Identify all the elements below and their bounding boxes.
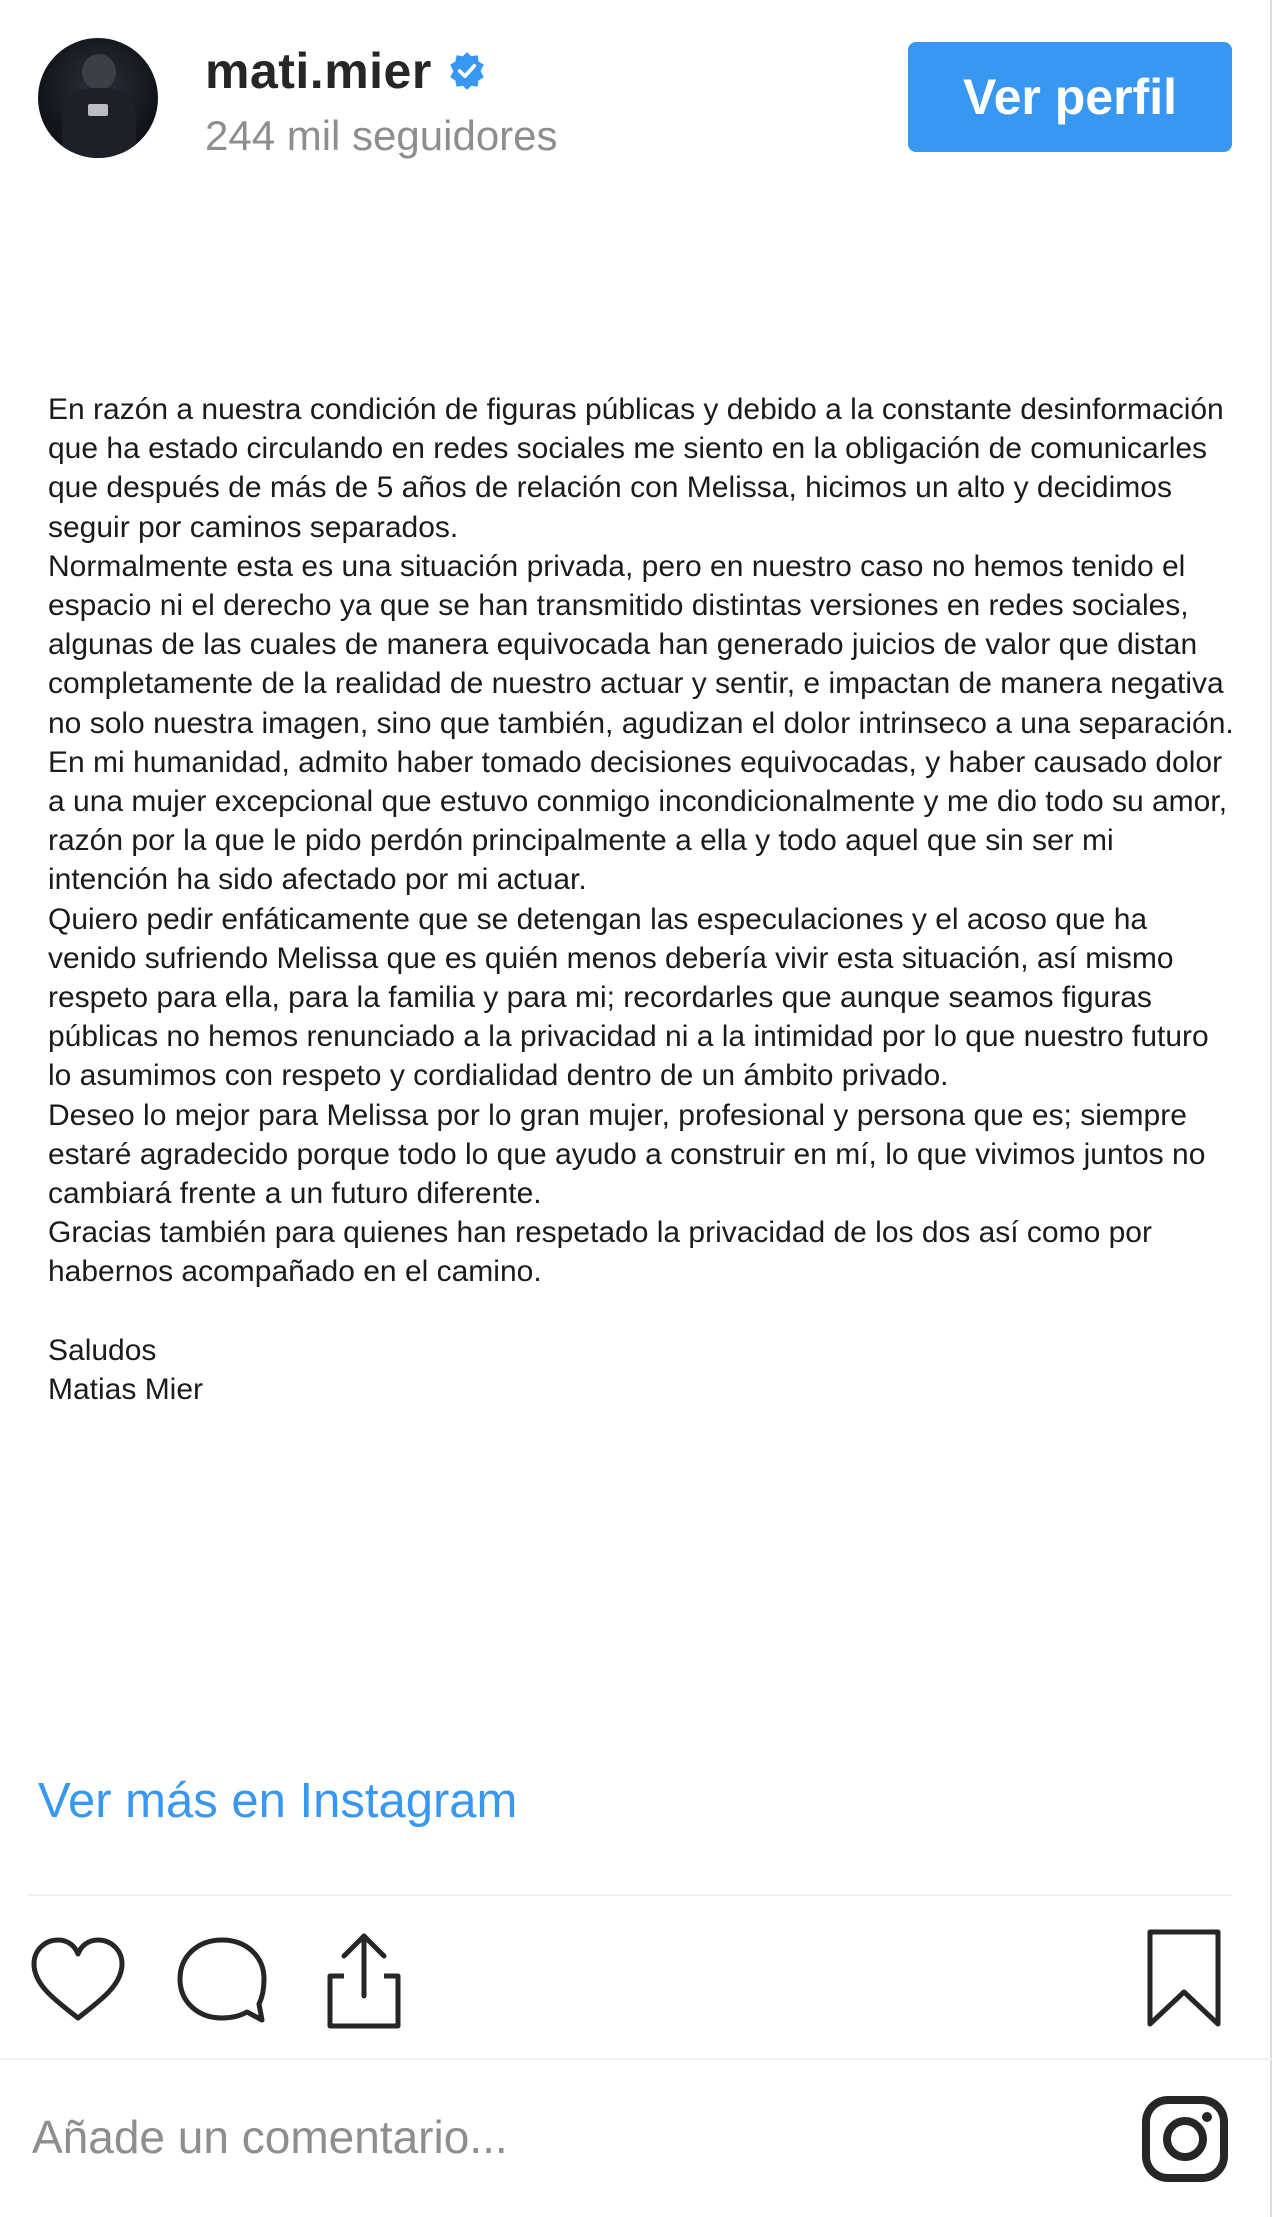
comment-bubble-icon — [172, 2020, 272, 2035]
comment-bar — [0, 2060, 1272, 2217]
letter-signature: Matias Mier — [48, 1372, 204, 1406]
letter-paragraph: Quiero pedir enfáticamente que se detengan las especulaciones y el acoso que ha venido sufriendo Melissa que es quién menos debería vivir esta situación, así mismo respeto para ella, para la familia y para mi; recordarles que aunque seamos figuras públicas no hemos renunciado a la privacidad ni a la intimidad por lo que nuestro futuro lo asumimos con respeto y cordialidad dentro de un ámbito privado. — [48, 902, 1209, 1093]
letter-paragraph: En razón a nuestra condición de figuras públicas y debido a la constante desinformación que ha estado circulando en redes sociales me siento en la obligación de comunicarles que después de más de 5 años de relación con Melissa, hicimos un alto y decidimos seguir por caminos separados. — [48, 393, 1224, 544]
post-image-letter — [0, 180, 1272, 1740]
view-profile-button[interactable]: Ver perfil — [908, 42, 1232, 152]
action-bar — [0, 1896, 1272, 2056]
bookmark-icon — [1142, 2018, 1226, 2033]
like-button[interactable] — [28, 1932, 128, 2032]
view-more-on-instagram-link[interactable]: Ver más en Instagram — [38, 1774, 518, 1828]
avatar-head-shape — [82, 54, 116, 90]
letter-closing: Saludos — [48, 1333, 157, 1367]
username[interactable]: mati.mier — [205, 43, 432, 99]
avatar[interactable] — [38, 38, 158, 158]
avatar-shirt-logo — [88, 104, 108, 116]
comment-input[interactable] — [30, 2086, 1114, 2188]
comment-button[interactable] — [172, 1932, 272, 2032]
letter-body — [48, 390, 1238, 1409]
username-row — [205, 42, 488, 100]
letter-paragraph: Gracias también para quienes han respetado la privacidad de los dos así como por habernos acompañado en el camino. — [48, 1216, 1152, 1289]
heart-icon — [28, 2020, 128, 2035]
share-icon — [314, 2020, 414, 2035]
save-button[interactable] — [1142, 1926, 1226, 2030]
avatar-torso-shape — [62, 88, 136, 158]
share-button[interactable] — [314, 1926, 414, 2032]
letter-paragraph: Normalmente esta es una situación privada, pero en nuestro caso no hemos tenido el espacio ni el derecho ya que se han transmitido distintas versiones en redes sociales, algunas de las cuales de manera equivocada han generado juicios de valor que distan completamente de la realidad de nuestro actuar y sentir, e impactan de manera negativa no solo nuestra imagen, sino que también, agudizan el dolor intrinseco a una separación. — [48, 549, 1234, 740]
letter-paragraph: En mi humanidad, admito haber tomado decisiones equivocadas, y haber causado dolor a una mujer excepcional que estuvo conmigo incondicionalmente y me dio todo su amor, razón por la que le pido perdón principalmente a ella y todo aquel que sin ser mi intención ha sido afectado por mi actuar. — [48, 745, 1228, 897]
instagram-logo-icon[interactable] — [1140, 2094, 1230, 2184]
post-header — [0, 0, 1272, 180]
followers-count: 244 mil seguidores — [205, 112, 558, 159]
verified-badge-icon — [446, 50, 488, 92]
letter-paragraph: Deseo lo mejor para Melissa por lo gran mujer, profesional y persona que es; siempre estaré agradecido porque todo lo que ayudo a construir en mí, lo que vivimos juntos no cambiará frente a un futuro diferente. — [48, 1098, 1206, 1211]
